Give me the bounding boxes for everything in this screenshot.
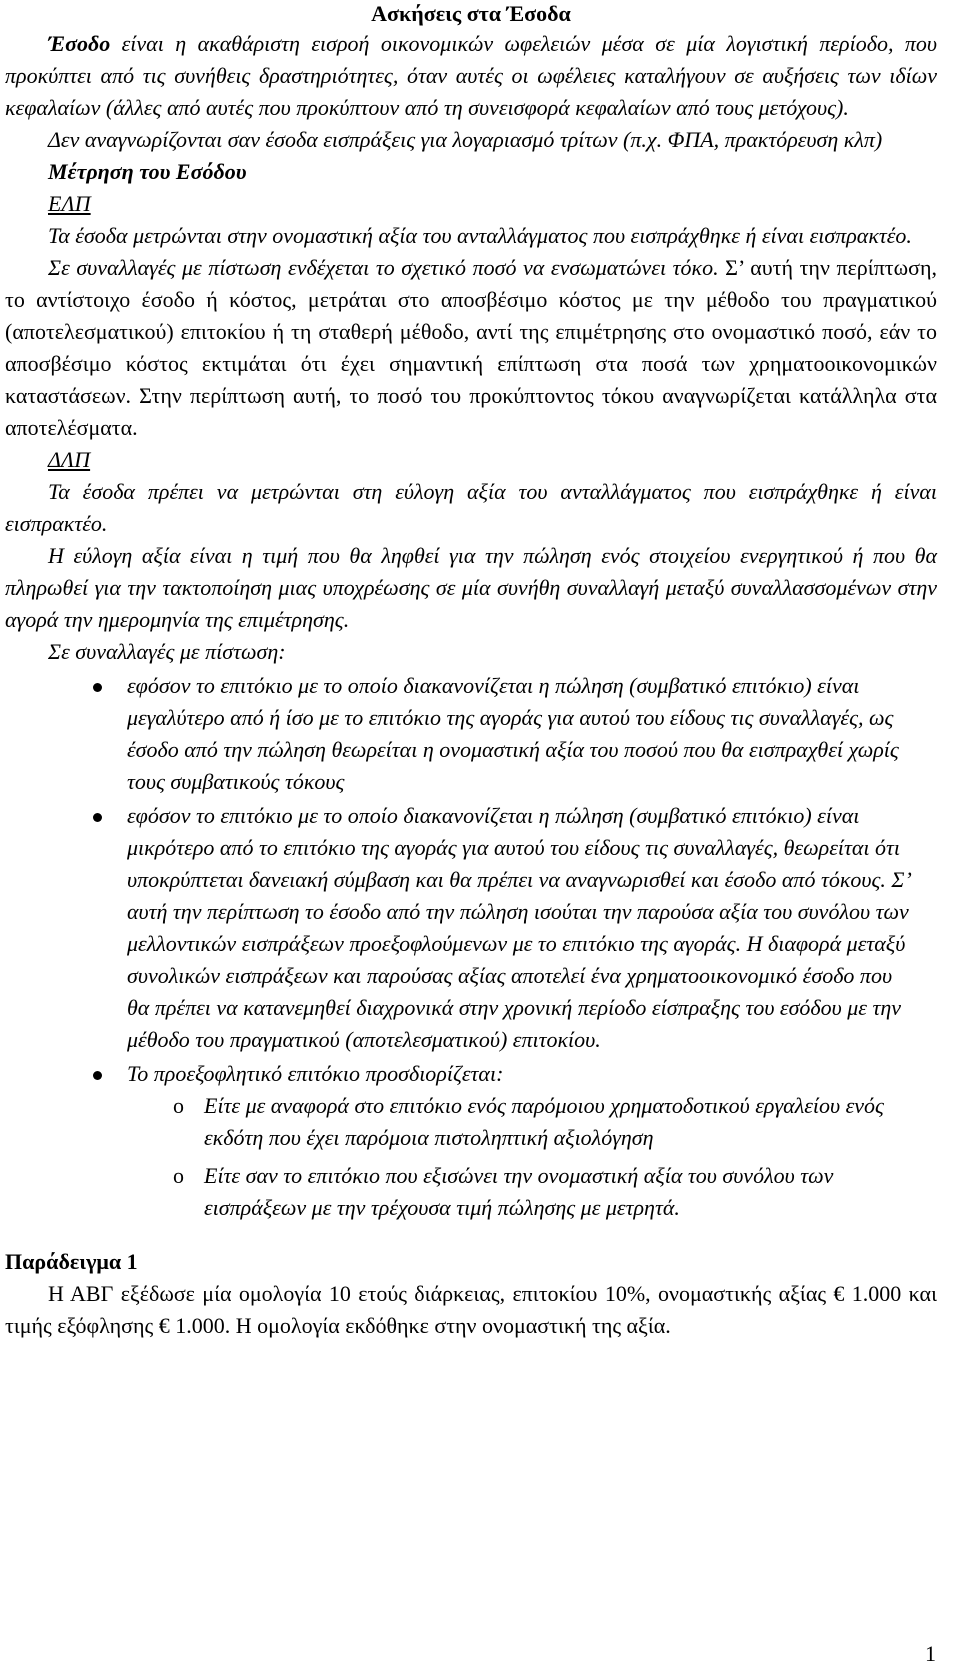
example-paragraph: Η ΑΒΓ εξέδωσε μία ομολογία 10 ετούς διάρκειας, επιτοκίου 10%, ονομαστικής αξίας € 1.000 και τιμής εξόφλησης € 1.000. Η ομολογία εκδόθηκε στην ονομαστική της αξία. — [5, 1281, 937, 1338]
elp-credit-details: Σ’ αυτή την περίπτωση, το αντίστοιχο έσοδο ή κόστος, μετράται στο αποσβέσιμο κόστος με την μέθοδο του πραγματικού (αποτελεσματικού) επιτοκίου ή τη σταθερή μέθοδο, αντί της επιμέτρησης στο ονομαστικό ποσό, εάν το αποσβέσιμο κόστος εκτιμάται ότι έχει σημαντική επίπτωση στα ποσά των χρηματοοικονομικών καταστάσεων. Στην περίπτωση αυτή, το ποσό του προκύπτοντος τόκου αναγνωρίζεται κατάλληλα στα αποτελέσματα. — [5, 255, 937, 440]
sub-bullet-marker: o — [173, 1093, 184, 1118]
dlp-bullet-list — [5, 670, 937, 1224]
elp-paragraph-2 — [5, 252, 937, 444]
discount-rate-sublist — [5, 1090, 917, 1224]
dlp-paragraph-1: Τα έσοδα πρέπει να μετρώνται στη εύλογη αξία του ανταλλάγματος που εισπράχθηκε ή είναι εισπρακτέο. — [5, 479, 937, 536]
elp-heading: ΕΛΠ — [48, 191, 91, 216]
document-page — [5, 0, 937, 1342]
sub-bullet-marker: o — [173, 1163, 184, 1188]
bullet-icon — [93, 1071, 102, 1080]
definition-term: Έσοδο — [48, 31, 111, 56]
elp-paragraph-1: Τα έσοδα μετρώνται στην ονομαστική αξία του ανταλλάγματος που εισπράχθηκε ή είναι εισπρακτέο. — [48, 223, 912, 248]
dlp-heading: ΔΛΠ — [48, 447, 91, 472]
dlp-fair-value-paragraph: Η εύλογη αξία είναι η τιμή που θα ληφθεί για την πώληση ενός στοιχείου ενεργητικού ή που θα πληρωθεί για την τακτοποίηση μιας υποχρέωσης σε μία συνήθη συναλλαγή μεταξύ συναλλασσομένων στην αγορά την ημερομηνία της επιμέτρησης. — [5, 543, 937, 632]
elp-credit-sentence: Σε συναλλαγές με πίστωση ενδέχεται το σχετικό ποσό να ενσωματώνει τόκο. — [48, 255, 719, 280]
not-recognized-paragraph: Δεν αναγνωρίζονται σαν έσοδα εισπράξεις για λογαριασμό τρίτων (π.χ. ΦΠΑ, πρακτόρευση κλπ) — [48, 127, 883, 152]
dlp-credit-intro: Σε συναλλαγές με πίστωση: — [48, 639, 286, 664]
bullet-icon — [93, 683, 102, 692]
list-item: εφόσον το επιτόκιο με το οποίο διακανονίζεται η πώληση (συμβατικό επιτόκιο) είναι μικρότερο από το επιτόκιο της αγοράς για αυτού του είδους τις συναλλαγές, θεωρείται ότι υποκρύπτεται δανειακή σύμβαση και θα πρέπει να αναγνωρισθεί και έσοδο από τόκους. Σ’ αυτή την περίπτωση το έσοδο από την πώληση ισούται την παρούσα αξία του συνόλου των μελλοντικών εισπράξεων προεξοφλούμενων με το επιτόκιο της αγοράς. Η διαφορά μεταξύ συνολικών εισπράξεων και παρούσας αξίας αποτελεί ένα χρηματοοικονομικό έσοδο που θα πρέπει να κατανεμηθεί διαχρονικά στην χρονική περίοδο είσπραξης του εσόδου με την μέθοδο του πραγματικού (αποτελεσματικού) επιτοκίου. — [5, 800, 937, 1056]
example-title: Παράδειγμα 1 — [5, 1249, 138, 1274]
list-item: εφόσον το επιτόκιο με το οποίο διακανονίζεται η πώληση (συμβατικό επιτόκιο) είναι μεγαλύτερο από ή ίσο με το επιτόκιο της αγοράς για αυτού του είδους τις συναλλαγές, ως έσοδο από την πώληση θεωρείται η ονομαστική αξία του ποσού που θα εισπραχθεί χωρίς τους συμβατικούς τόκους — [5, 670, 937, 798]
definition-text: είναι η ακαθάριστη εισροή οικονομικών ωφελειών μέσα σε μία λογιστική περίοδο, που προκύπτει από τις συνήθεις δραστηριότητες, όταν αυτές οι ωφέλειες καταλήγουν σε αυξήσεις των ιδίων κεφαλαίων (άλλες από αυτές που προκύπτουν από τη συνεισφορά κεφαλαίων από τους μετόχους). — [5, 31, 937, 120]
definition-paragraph — [5, 28, 937, 124]
list-item: Το προεξοφλητικό επιτόκιο προσδιορίζεται: o Είτε με αναφορά στο επιτόκιο ενός παρόμοιου χρηματοδοτικού εργαλείου ενός εκδότη που έχει παρόμοια πιστοληπτική αξιολόγηση o Είτε σαν το επιτόκιο που εξισώνει την ονομαστική αξία του συνόλου των εισπράξεων με την τρέχουσα τιμή πώλησης με μετρητά. — [5, 1058, 937, 1224]
bullet-icon — [93, 813, 102, 822]
page-number: 1 — [925, 1641, 936, 1666]
page-title: Ασκήσεις στα Έσοδα — [371, 1, 571, 26]
measurement-heading: Μέτρηση του Εσόδου — [48, 159, 247, 184]
sub-list-item: o Είτε με αναφορά στο επιτόκιο ενός παρόμοιου χρηματοδοτικού εργαλείου ενός εκδότη που έχει παρόμοια πιστοληπτική αξιολόγηση — [5, 1090, 917, 1154]
sub-list-item: o Είτε σαν το επιτόκιο που εξισώνει την ονομαστική αξία του συνόλου των εισπράξεων με την τρέχουσα τιμή πώλησης με μετρητά. — [5, 1160, 917, 1224]
